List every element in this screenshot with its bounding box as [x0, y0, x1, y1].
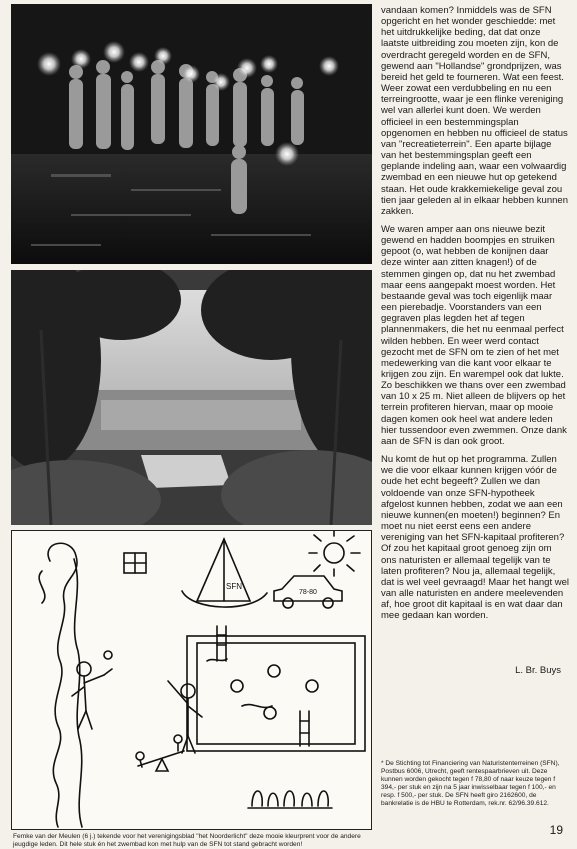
childs-drawing-panel — [11, 530, 372, 830]
drawing-caption: Femke van der Meulen (6 j.) tekende voor het verenigingsblad "het Noorderlicht" deze mooie kleurprent voor de andere jeugdige leden. Dit hele stuk én het zwembad kon met hulp van de SFN tot stand gebracht worden! — [13, 833, 361, 848]
article-column — [381, 5, 569, 628]
pool-landscape-image — [11, 270, 372, 525]
pool-landscape-photo — [11, 270, 372, 525]
sfn-footnote: * De Stichting tot Financiering van Naturistenterreinen (SFN), Postbus 6006, Utrecht, geeft rentespaarbrieven uit. Deze kunnen worden gekocht tegen f 78,80 of naar keuze tegen f 394,- per stuk en zijn na 5 jaar inwisselbaar tegen f 100,- en resp. f 500,- per stuk. De SFN heeft giro 2162600, de bankrelatie is de HBU te Rotterdam, rek.nr. 62/96.39.612. — [381, 760, 560, 807]
night-torch-photo — [11, 4, 372, 264]
car-plate-text: 78-80 — [299, 589, 317, 596]
article-paragraph-3: Nu komt de hut op het programma. Zullen we die voor elkaar kunnen krijgen vóór de oude het echt begeeft? Zullen we dan voldoende van onze SFN-hypotheek afgelost kunnen hebben, zodat we aan een nieuwe kunnen(en moeten!) beginnen? En moet nu niet eerst eens een andere vereniging van het SFN-kapitaal profiteren? Of zou het kapitaal groot genoeg zijn om ons naturisten er allemaal tegelijk van te laten profiteren? Nou ja, allemaal tegelijk, dat is wel veel gevraagd! Maar het hangt wel van alle naturisten en andere meelevenden af, hoe groot dit kapitaal is en wat daar dan mee gedaan kan worden. — [381, 454, 569, 622]
page-number: 19 — [549, 823, 563, 837]
article-paragraph-2: We waren amper aan ons nieuwe bezit gewend en hadden boompjes en struiken gepoot (o, wat hebben de konijnen daar deze winter aan zitten knagen!) of de stemmen gingen op, dat nu het zwembad maar eens aangepakt moest worden. Het bestaande geval was toch eigenlijk maar een pierebadje. Voorstanders van een gegraven plas legden het af tegen plannenmakers, die het nu eenmaal perfect wilden hebben. En weer werd contact gezocht met de SFN om te zien of het met medewerking van die kant voor elkaar te krijgen zou zijn. En warempel ook dat lukte. Zo beschikken we thans over een zwembad van 10 x 25 m. Niet alleen de blijvers op het terrein profiteren hiervan, maar op mooie dagen komen ook heel wat andere leden hier tussendoor even zwemmen. Onze dank aan de SFN is dan ook groot. — [381, 223, 567, 447]
night-torch-image — [11, 4, 372, 264]
childs-drawing — [12, 531, 371, 829]
article-paragraph-1: vandaan komen? Inmiddels was de SFN opgericht en het wonder geschiedde: met het uitdrukkelijke beding, dat dat onze laatste uitbreiding zou moeten zijn, kon de overdracht geregeld worden en de SFN, gewend aan "Hollandse" grondprijzen, was bereid het geld te fourneren. Wat een feest. Weer zowat een verdubbeling en nu een terreingrootte, waar je een flinke vereniging wel van allerlei kunt doen. We werden officieel in een bestemmingsplan opgenomen en hebben nu officieel de status van "recreatieterrein". Een aparte bijlage van het bestemmingsplan geeft een geplande indeling aan, waar een volwaardig zwembad en een nieuwe hut op getekend staan. Het oude krakkemiekelige geval zou tien jaar geleden al in elkaar hebben kunnen zakken. — [381, 5, 568, 217]
author-signature: L. Br. Buys — [515, 665, 561, 676]
tent-sign-text: SFN — [226, 582, 242, 591]
